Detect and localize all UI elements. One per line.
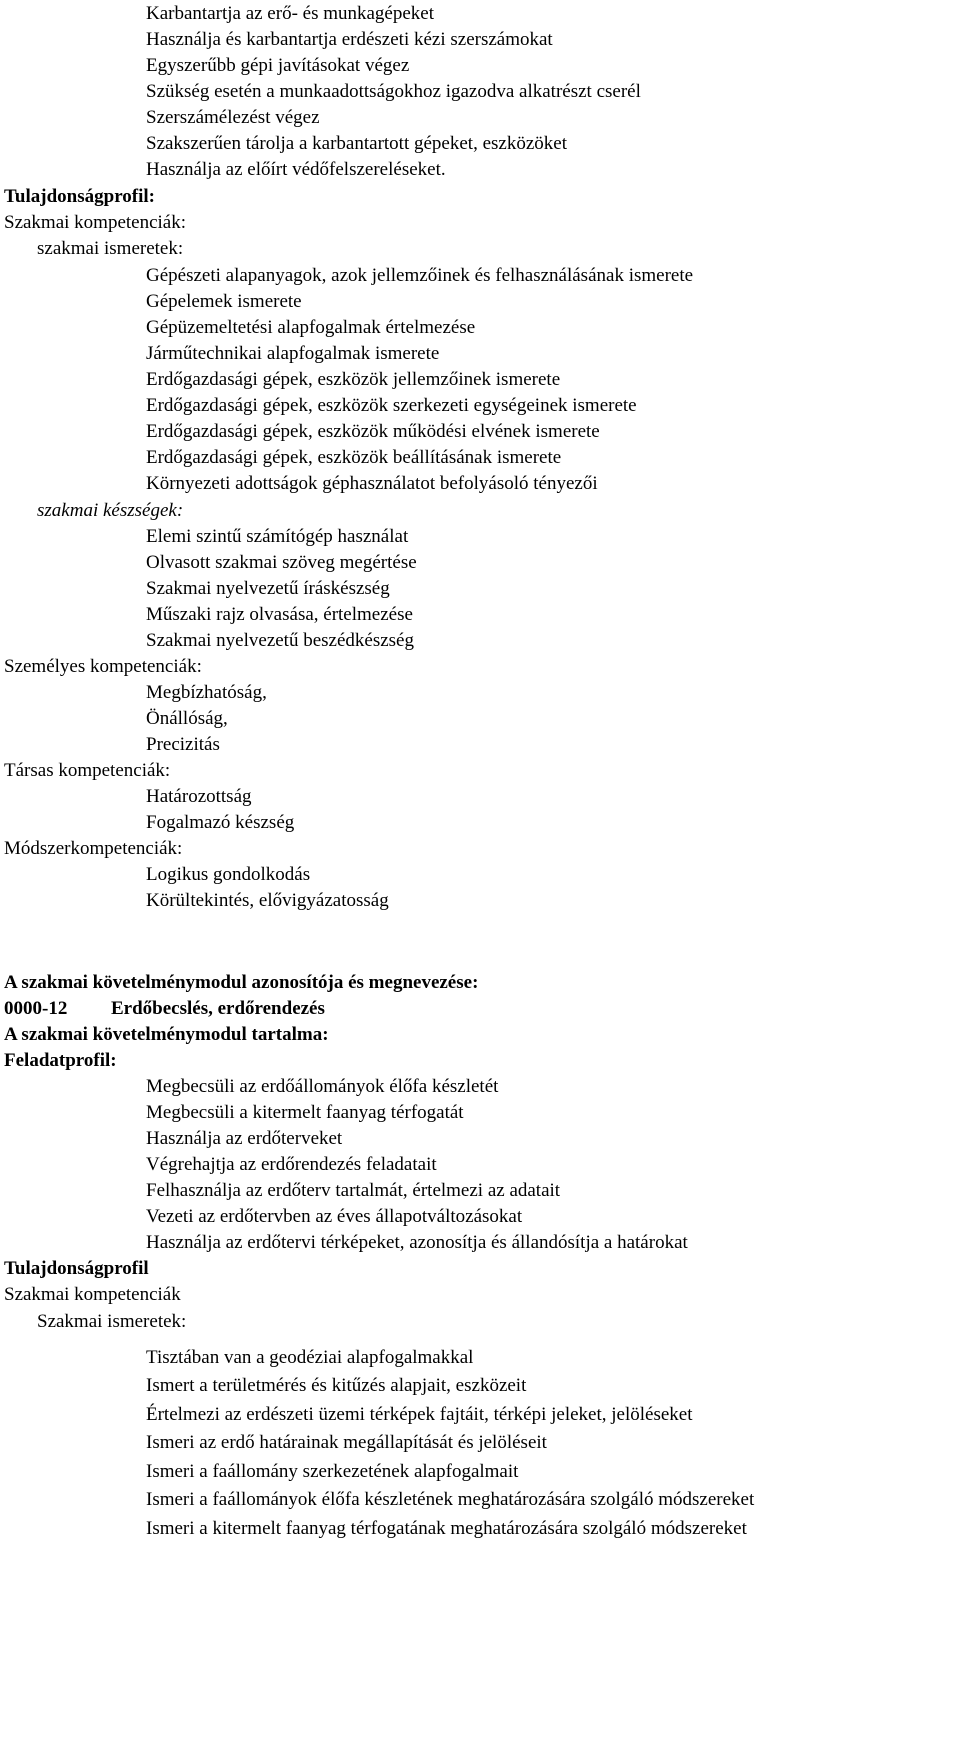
knowledge-item: Erdőgazdasági gépek, eszközök működési elvének ismerete — [146, 421, 600, 442]
module-name: Erdőbecslés, erdőrendezés — [111, 998, 325, 1019]
task-item: Karbantartja az erő- és munkagépeket — [146, 3, 435, 24]
skill-item: Műszaki rajz olvasása, értelmezése — [146, 604, 413, 625]
knowledge-item: Erdőgazdasági gépek, eszközök szerkezeti egységeinek ismerete — [146, 395, 637, 416]
professional-competencies-label: Szakmai kompetenciák: — [4, 212, 187, 233]
knowledge-item: Gépelemek ismerete — [146, 291, 302, 312]
module-id-heading: A szakmai követelménymodul azonosítója és megnevezése: — [4, 972, 479, 993]
method-item: Logikus gondolkodás — [146, 864, 311, 885]
personal-item: Precizitás — [146, 734, 220, 755]
skill-item: Szakmai nyelvezetű beszédkészség — [146, 630, 414, 651]
module-title — [4, 995, 325, 1023]
knowledge-item: Gépüzemeltetési alapfogalmak értelmezése — [146, 317, 476, 338]
task-profile-heading: Feladatprofil: — [4, 1050, 117, 1071]
skill-item: Elemi szintű számítógép használat — [146, 526, 409, 547]
task-item: Szakszerűen tárolja a karbantartott gépeket, eszközöket — [146, 133, 567, 154]
method-item: Körültekintés, elővigyázatosság — [146, 890, 389, 911]
knowledge-item: Erdőgazdasági gépek, eszközök jellemzőinek ismerete — [146, 369, 561, 390]
knowledge-label: Szakmai ismeretek: — [37, 1311, 187, 1332]
task-item: Használja az erdőterveket — [146, 1128, 343, 1149]
professional-competencies-label: Szakmai kompetenciák — [4, 1284, 181, 1305]
personal-competencies-label: Személyes kompetenciák: — [4, 656, 202, 677]
knowledge-item: Ismeri a faállomány szerkezetének alapfogalmait — [146, 1461, 519, 1482]
task-item: Egyszerűbb gépi javításokat végez — [146, 55, 410, 76]
knowledge-item: Tisztában van a geodéziai alapfogalmakkal — [146, 1347, 474, 1368]
profile-heading: Tulajdonságprofil — [4, 1258, 149, 1279]
knowledge-item: Ismeri a kitermelt faanyag térfogatának meghatározására szolgáló módszereket — [146, 1518, 747, 1539]
knowledge-label: szakmai ismeretek: — [37, 238, 184, 259]
task-item: Megbecsüli a kitermelt faanyag térfogatát — [146, 1102, 464, 1123]
task-item: Megbecsüli az erdőállományok élőfa készletét — [146, 1076, 499, 1097]
task-item: Szükség esetén a munkaadottságokhoz igazodva alkatrészt cserél — [146, 81, 641, 102]
knowledge-item: Járműtechnikai alapfogalmak ismerete — [146, 343, 440, 364]
task-item: Végrehajtja az erdőrendezés feladatait — [146, 1154, 437, 1175]
knowledge-item: Erdőgazdasági gépek, eszközök beállításának ismerete — [146, 447, 562, 468]
module-code: 0000-12 — [4, 998, 68, 1019]
skill-item: Olvasott szakmai szöveg megértése — [146, 552, 417, 573]
module-content-heading: A szakmai követelménymodul tartalma: — [4, 1024, 329, 1045]
knowledge-item: Értelmezi az erdészeti üzemi térképek fajtáit, térképi jeleket, jelöléseket — [146, 1404, 693, 1425]
task-item: Használja az erdőtervi térképeket, azonosítja és állandósítja a határokat — [146, 1232, 688, 1253]
profile-heading: Tulajdonságprofil: — [4, 186, 155, 207]
task-item: Használja és karbantartja erdészeti kézi szerszámokat — [146, 29, 553, 50]
social-item: Fogalmazó készség — [146, 812, 295, 833]
social-competencies-label: Társas kompetenciák: — [4, 760, 171, 781]
personal-item: Önállóság, — [146, 708, 228, 729]
task-item: Felhasználja az erdőterv tartalmát, értelmezi az adatait — [146, 1180, 561, 1201]
knowledge-item: Ismert a területmérés és kitűzés alapjait, eszközeit — [146, 1375, 527, 1396]
knowledge-item: Ismeri az erdő határainak megállapítását és jelöléseit — [146, 1432, 547, 1453]
knowledge-item: Környezeti adottságok géphasználatot befolyásoló tényezői — [146, 473, 598, 494]
social-item: Határozottság — [146, 786, 252, 807]
task-item: Vezeti az erdőtervben az éves állapotváltozásokat — [146, 1206, 523, 1227]
knowledge-item: Ismeri a faállományok élőfa készletének meghatározására szolgáló módszereket — [146, 1489, 755, 1510]
method-competencies-label: Módszerkompetenciák: — [4, 838, 183, 859]
knowledge-item: Gépészeti alapanyagok, azok jellemzőinek és felhasználásának ismerete — [146, 265, 694, 286]
task-item: Szerszámélezést végez — [146, 107, 320, 128]
skill-item: Szakmai nyelvezetű íráskészség — [146, 578, 390, 599]
skills-label: szakmai készségek: — [37, 500, 184, 521]
task-item: Használja az előírt védőfelszereléseket. — [146, 159, 446, 180]
personal-item: Megbízhatóság, — [146, 682, 267, 703]
